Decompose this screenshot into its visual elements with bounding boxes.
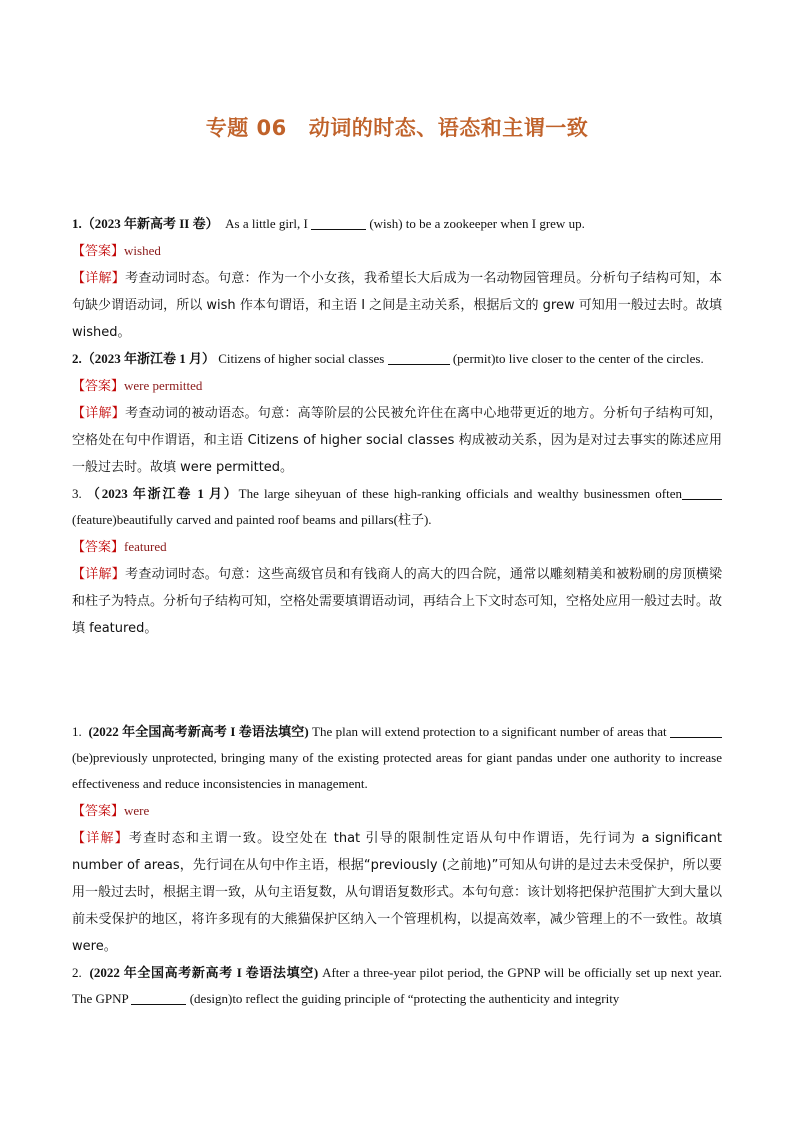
question-1: 1.（2023 年新高考 II 卷） As a little girl, I (wish) to be a zookeeper when I grew up.: [72, 216, 585, 231]
question-1: 1. (2022 年全国高考新高考 I 卷语法填空) The plan will extend protection to a significant number of areas that (be)previously unprotected, bringing many of the existing protected areas for giant pandas under one authority to increase effectiveness and reduce inconsistencies in management.: [72, 724, 722, 791]
detail-paragraph: 【详解】考查动词时态。句意：作为一个小女孩，我希望长大后成为一名动物园管理员。分析句子结构可知，本句缺少谓语动词，所以 wish 作本句谓语，和主语 I 之间是主动关系，根据后文的 grew 可知用一般过去时。故填 wished。: [72, 271, 722, 340]
detail-paragraph: 【详解】考查动词的被动语态。句意：高等阶层的公民被允许住在离中心地带更近的地方。分析句子结构可知，空格处在句中作谓语，和主语 Citizens of higher social classes 构成被动关系，因为是对过去事实的陈述应用一般过去时。故填 were permitted。: [72, 406, 722, 475]
answer-line: 【答案】featured: [72, 539, 167, 555]
detail-paragraph: 【详解】考查动词时态。句意：这些高级官员和有钱商人的高大的四合院，通常以雕刻精美和被粉刷的房顶横梁和柱子为特点。分析句子结构可知，空格处需要填谓语动词，再结合上下文时态可知，空格处应用一般过去时。故填 featured。: [72, 567, 723, 636]
answer-line: 【答案】were permitted: [72, 378, 203, 394]
question-3: 3. （2023 年浙江卷 1 月）The large siheyuan of these high-ranking officials and wealthy businessmen often (feature)beautifully carved and painted roof beams and pillars(柱子).: [72, 481, 722, 533]
answer-line: 【答案】were: [72, 803, 150, 819]
answer-blank: [682, 485, 722, 500]
answer-blank: [131, 990, 186, 1005]
answer-blank: [388, 350, 450, 365]
question-2: 2.（2023 年浙江卷 1 月） Citizens of higher social classes (permit)to live closer to the center of the circles.: [72, 351, 704, 366]
page-title: [0, 112, 794, 142]
section-2023: [72, 211, 722, 642]
answer-blank: [311, 215, 366, 230]
title-part1: 专题 06: [205, 116, 287, 140]
answer-line: 【答案】wished: [72, 243, 161, 259]
title-part2: 动词的时态、语态和主谓一致: [308, 116, 589, 140]
section-2022: [72, 719, 722, 1012]
detail-paragraph: 【详解】考查时态和主谓一致。设空处在 that 引导的限制性定语从句中作谓语，先行词为 a significant number of areas，先行词在从句中作主语，根据“previously (之前地)”可知从句讲的是过去未受保护，所以要用一般过去时，根据主谓一致，从句主语复数，从句谓语复数形式。本句句意：该计划将把保护范围扩大到大量以前未受保护的地区，将许多现有的大熊猫保护区纳入一个管理机构，以提高效率，减少管理上的不一致性。故填 were。: [72, 831, 723, 954]
answer-blank: [670, 723, 722, 738]
question-2: 2. (2022 年全国高考新高考 I 卷语法填空) After a three-year pilot period, the GPNP will be officially set up next year. The GPNP (design)to reflect the guiding principle of “protecting the authenticity and integrity: [72, 965, 723, 1006]
